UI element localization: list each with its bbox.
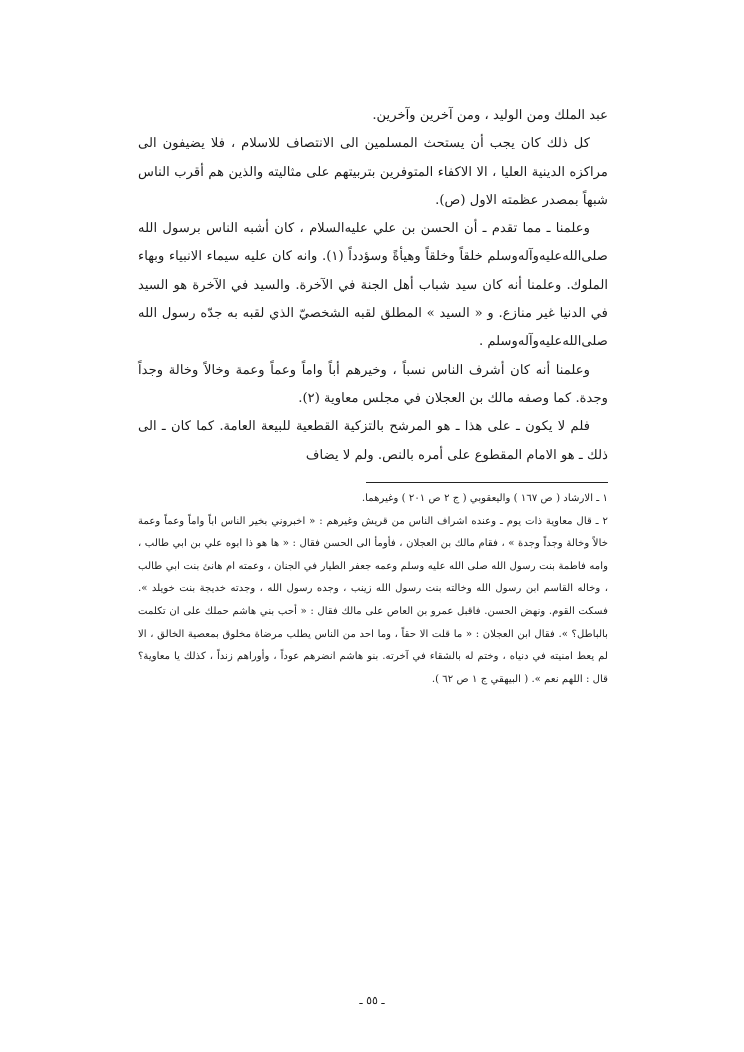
page-number: ـ ٥٥ ـ <box>359 994 385 1007</box>
paragraph-2: كل ذلك كان يجب أن يستحث المسلمين الى الانتصاف للاسلام ، فلا يضيفون الى مراكزه الدينية العليا ، الا الاكفاء المتوفرين بتربيتهم على مثاليته والذين هم أقرب الناس شبهاً بمصدر عظمته الاول (ص). <box>138 136 608 208</box>
footnote-separator <box>366 482 608 483</box>
paragraph-4: وعلمنا أنه كان أشرف الناس نسباً ، وخيرهم أباً واماً وعماً وعمة وخالاً وخالة وجداً وجدة. كما وصفه مالك بن العجلان في مجلس معاوية (٢). <box>138 362 608 406</box>
footnotes <box>138 488 608 691</box>
paragraph-3: وعلمنا ـ مما تقدم ـ أن الحسن بن علي عليه‌السلام ، كان أشبه الناس برسول الله صلى‌الله‌عليه‌وآله‌وسلم خلقاً وخلقاً وهيأةً وسؤدداً (١). وانه كان عليه سيماء الانبياء وبهاء الملوك. وعلمنا أنه كان سيد شباب أهل الجنة في الآخرة. والسيد في الآخرة هو السيد في الدنيا غير منازع. و « السيد » المطلق لقبه الشخصيّ الذي لقبه به جدّه رسول الله صلى‌الله‌عليه‌وآله‌وسلم . <box>138 221 608 350</box>
paragraph-5: فلم لا يكون ـ على هذا ـ هو المرشح بالتزكية القطعية للبيعة العامة. كما كان ـ الى ذلك ـ هو الامام المقطوع على أمره بالنص. ولم لا يضاف <box>138 419 608 463</box>
body-text <box>138 102 608 470</box>
footnote-2: ٢ ـ قال معاوية ذات يوم ـ وعنده اشراف الناس من قريش وغيرهم : « اخبروني بخير الناس اباً واماً وعماً وعمة خالاً وخالة وجداً وجدة » ، فقام مالك بن العجلان ، فأومأ الى الحسن فقال : « ها هو ذا ابوه علي بن ابي طالب ، وامه فاطمة بنت رسول الله صلى الله عليه وسلم وعمه جعفر الطيار في الجنان ، وعمته ام هانئ بنت ابي طالب ، وخاله القاسم ابن رسول الله وخالته بنت رسول الله زينب ، وجده رسول الله ، وجدته خديجة بنت خويلد ». فسكت القوم. ونهض الحسن. فاقبل عمرو بن العاص على مالك فقال : « أحب بني هاشم حملك على ان تكلمت بالباطل؟ ». فقال ابن العجلان : « ما قلت الا حقاً ، وما احد من الناس يطلب مرضاة مخلوق بمعصية الخالق ، الا لم يعط امنيته في دنياه ، وختم له بالشقاء في آخرته. بنو هاشم انضرهم عوداً ، وأوراهم زنداً ، كذلك يا معاوية؟ قال : اللهم نعم ». ( البيهقي ج ١ ص ٦٢ ). <box>138 515 608 685</box>
paragraph-1: عبد الملك ومن الوليد ، ومن آخرين وآخرين. <box>372 108 608 123</box>
footnote-1: ١ ـ الارشاد ( ص ١٦٧ ) واليعقوبي ( ج ٢ ص ٢٠١ ) وغيرهما. <box>361 493 608 504</box>
